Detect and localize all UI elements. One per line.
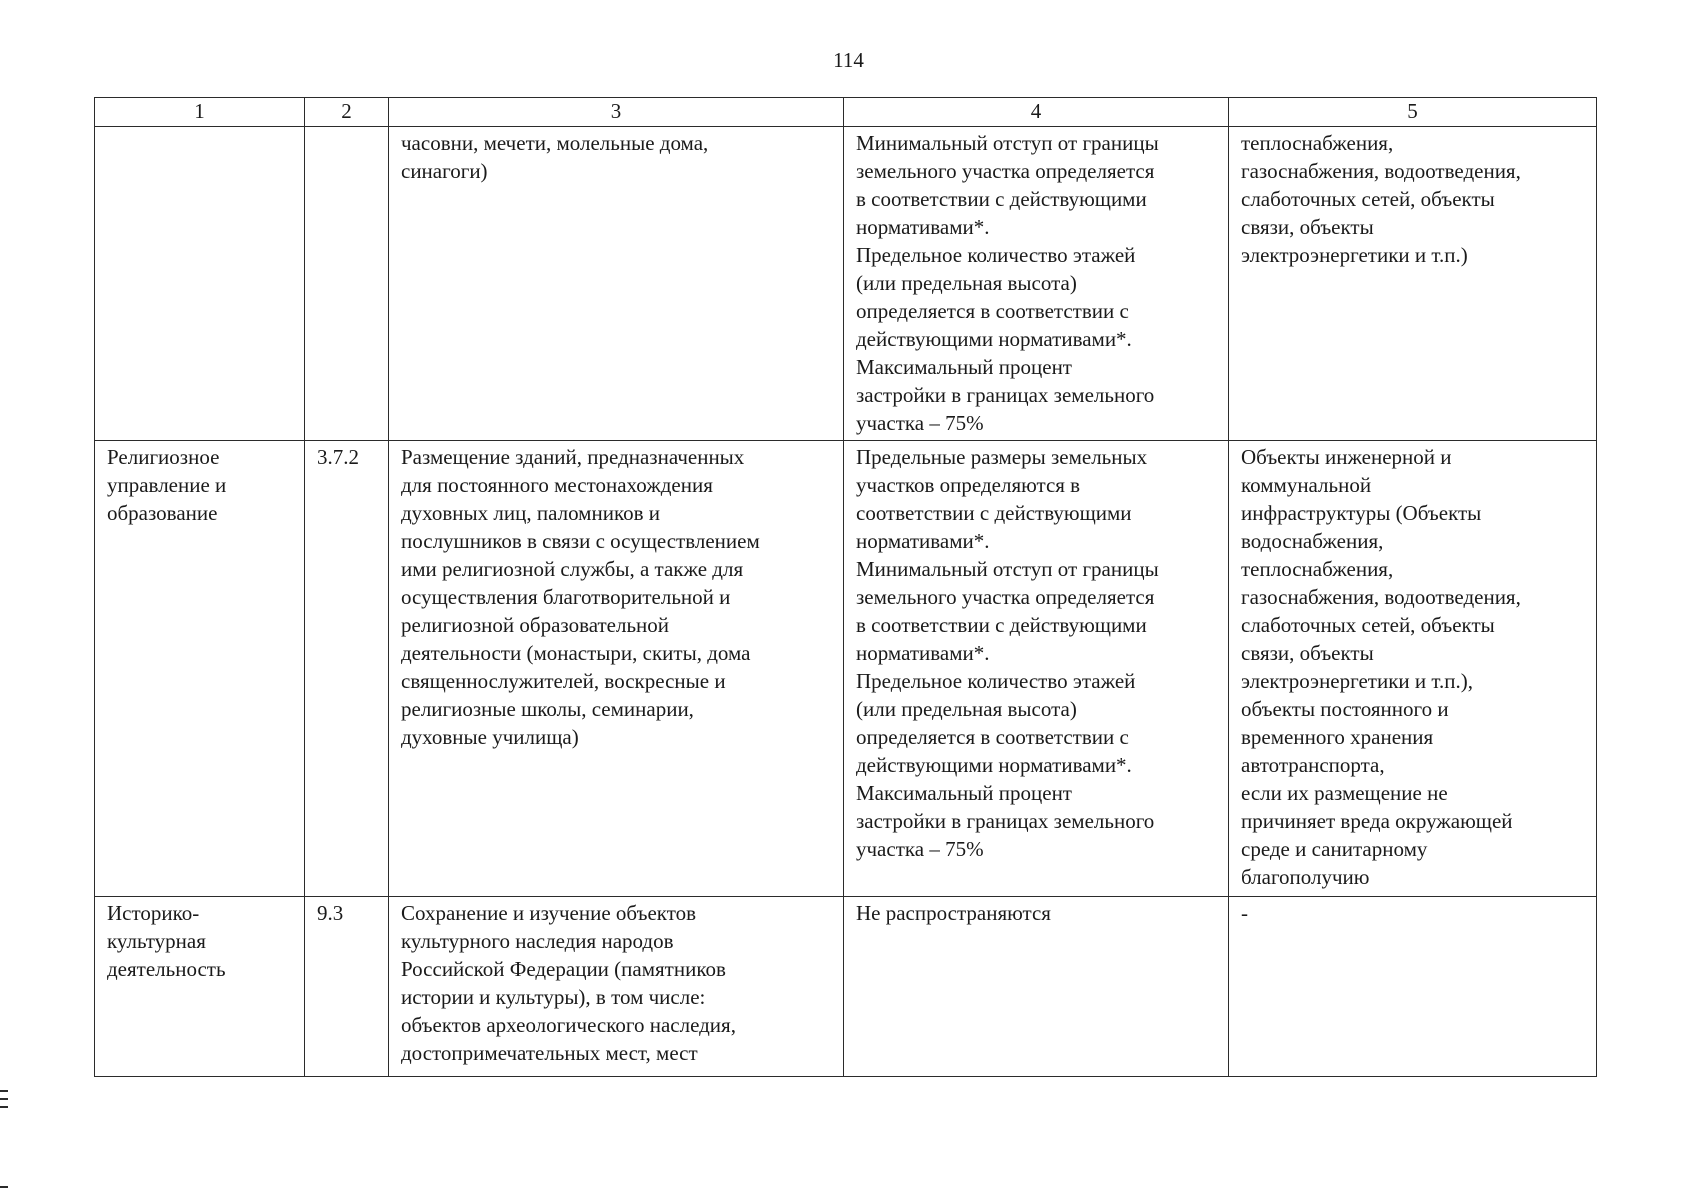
scan-edge-mark	[0, 1098, 8, 1100]
table-row	[95, 127, 1597, 441]
table-cell	[844, 897, 1229, 1077]
scan-edge-mark	[0, 1090, 8, 1092]
table-cell	[305, 127, 389, 441]
header-cell: 2	[305, 98, 389, 127]
header-cell: 5	[1229, 98, 1597, 127]
table-row	[95, 441, 1597, 897]
header-cell: 3	[389, 98, 844, 127]
table-header-row	[95, 98, 1597, 127]
table-cell	[844, 127, 1229, 441]
auxiliary-uses: Объекты инженерной и коммунальной инфраструктуры (Объекты водоснабжения, теплоснабжения, газоснабжения, водоотведения, слаботочных сетей, объекты связи, объекты электроэнергетики и т.п.), объекты постоянного и временного хранения автотранспорта, если их размещение не причиняет вреда окружающей среде и санитарному благополучию	[1241, 445, 1521, 889]
limit-parameters: Не распространяются	[856, 901, 1051, 925]
use-type-code: 3.7.2	[317, 445, 359, 469]
use-type-description: часовни, мечети, молельные дома, синагоги)	[401, 131, 709, 183]
use-type-code: 9.3	[317, 901, 344, 925]
land-use-table	[94, 97, 1597, 1077]
table-cell	[389, 127, 844, 441]
table-cell	[305, 897, 389, 1077]
auxiliary-uses: -	[1241, 901, 1248, 925]
limit-parameters: Минимальный отступ от границы земельного участка определяется в соответствии с действующими нормативами*. Предельное количество этажей (или предельная высота) определяется в соответствии с действующими нормативами*. Максимальный процент застройки в границах земельного участка – 75%	[856, 131, 1159, 435]
use-type-name: Религиозное управление и образование	[107, 445, 227, 525]
table-cell	[95, 127, 305, 441]
scan-edge-mark	[0, 1106, 8, 1108]
table-cell	[95, 897, 305, 1077]
table-cell	[844, 441, 1229, 897]
table-row	[95, 897, 1597, 1077]
header-cell: 4	[844, 98, 1229, 127]
use-type-description: Размещение зданий, предназначенных для постоянного местонахождения духовных лиц, паломников и послушников в связи с осуществлением ими религиозной службы, а также для осуществления благотворительной и религиозной образовательной деятельности (монастыри, скиты, дома священнослужителей, воскресные и религиозные школы, семинарии, духовные училища)	[401, 445, 760, 749]
limit-parameters: Предельные размеры земельных участков определяются в соответствии с действующими нормативами*. Минимальный отступ от границы земельного участка определяется в соответствии с действующими нормативами*. Предельное количество этажей (или предельная высота) определяется в соответствии с действующими нормативами*. Максимальный процент застройки в границах земельного участка – 75%	[856, 445, 1159, 861]
header-cell: 1	[95, 98, 305, 127]
use-type-name: Историко- культурная деятельность	[107, 901, 226, 981]
use-type-description: Сохранение и изучение объектов культурного наследия народов Российской Федерации (памятников истории и культуры), в том числе: объектов археологического наследия, достопримечательных мест, мест	[401, 901, 736, 1065]
table-cell	[95, 441, 305, 897]
auxiliary-uses: теплоснабжения, газоснабжения, водоотведения, слаботочных сетей, объекты связи, объекты электроэнергетики и т.п.)	[1241, 131, 1521, 267]
table-cell	[389, 441, 844, 897]
table-cell	[1229, 897, 1597, 1077]
table-cell	[305, 441, 389, 897]
table-cell	[389, 897, 844, 1077]
scan-edge-mark	[0, 1186, 8, 1188]
table-cell	[1229, 441, 1597, 897]
table-cell	[1229, 127, 1597, 441]
page-number: 114	[833, 48, 864, 72]
